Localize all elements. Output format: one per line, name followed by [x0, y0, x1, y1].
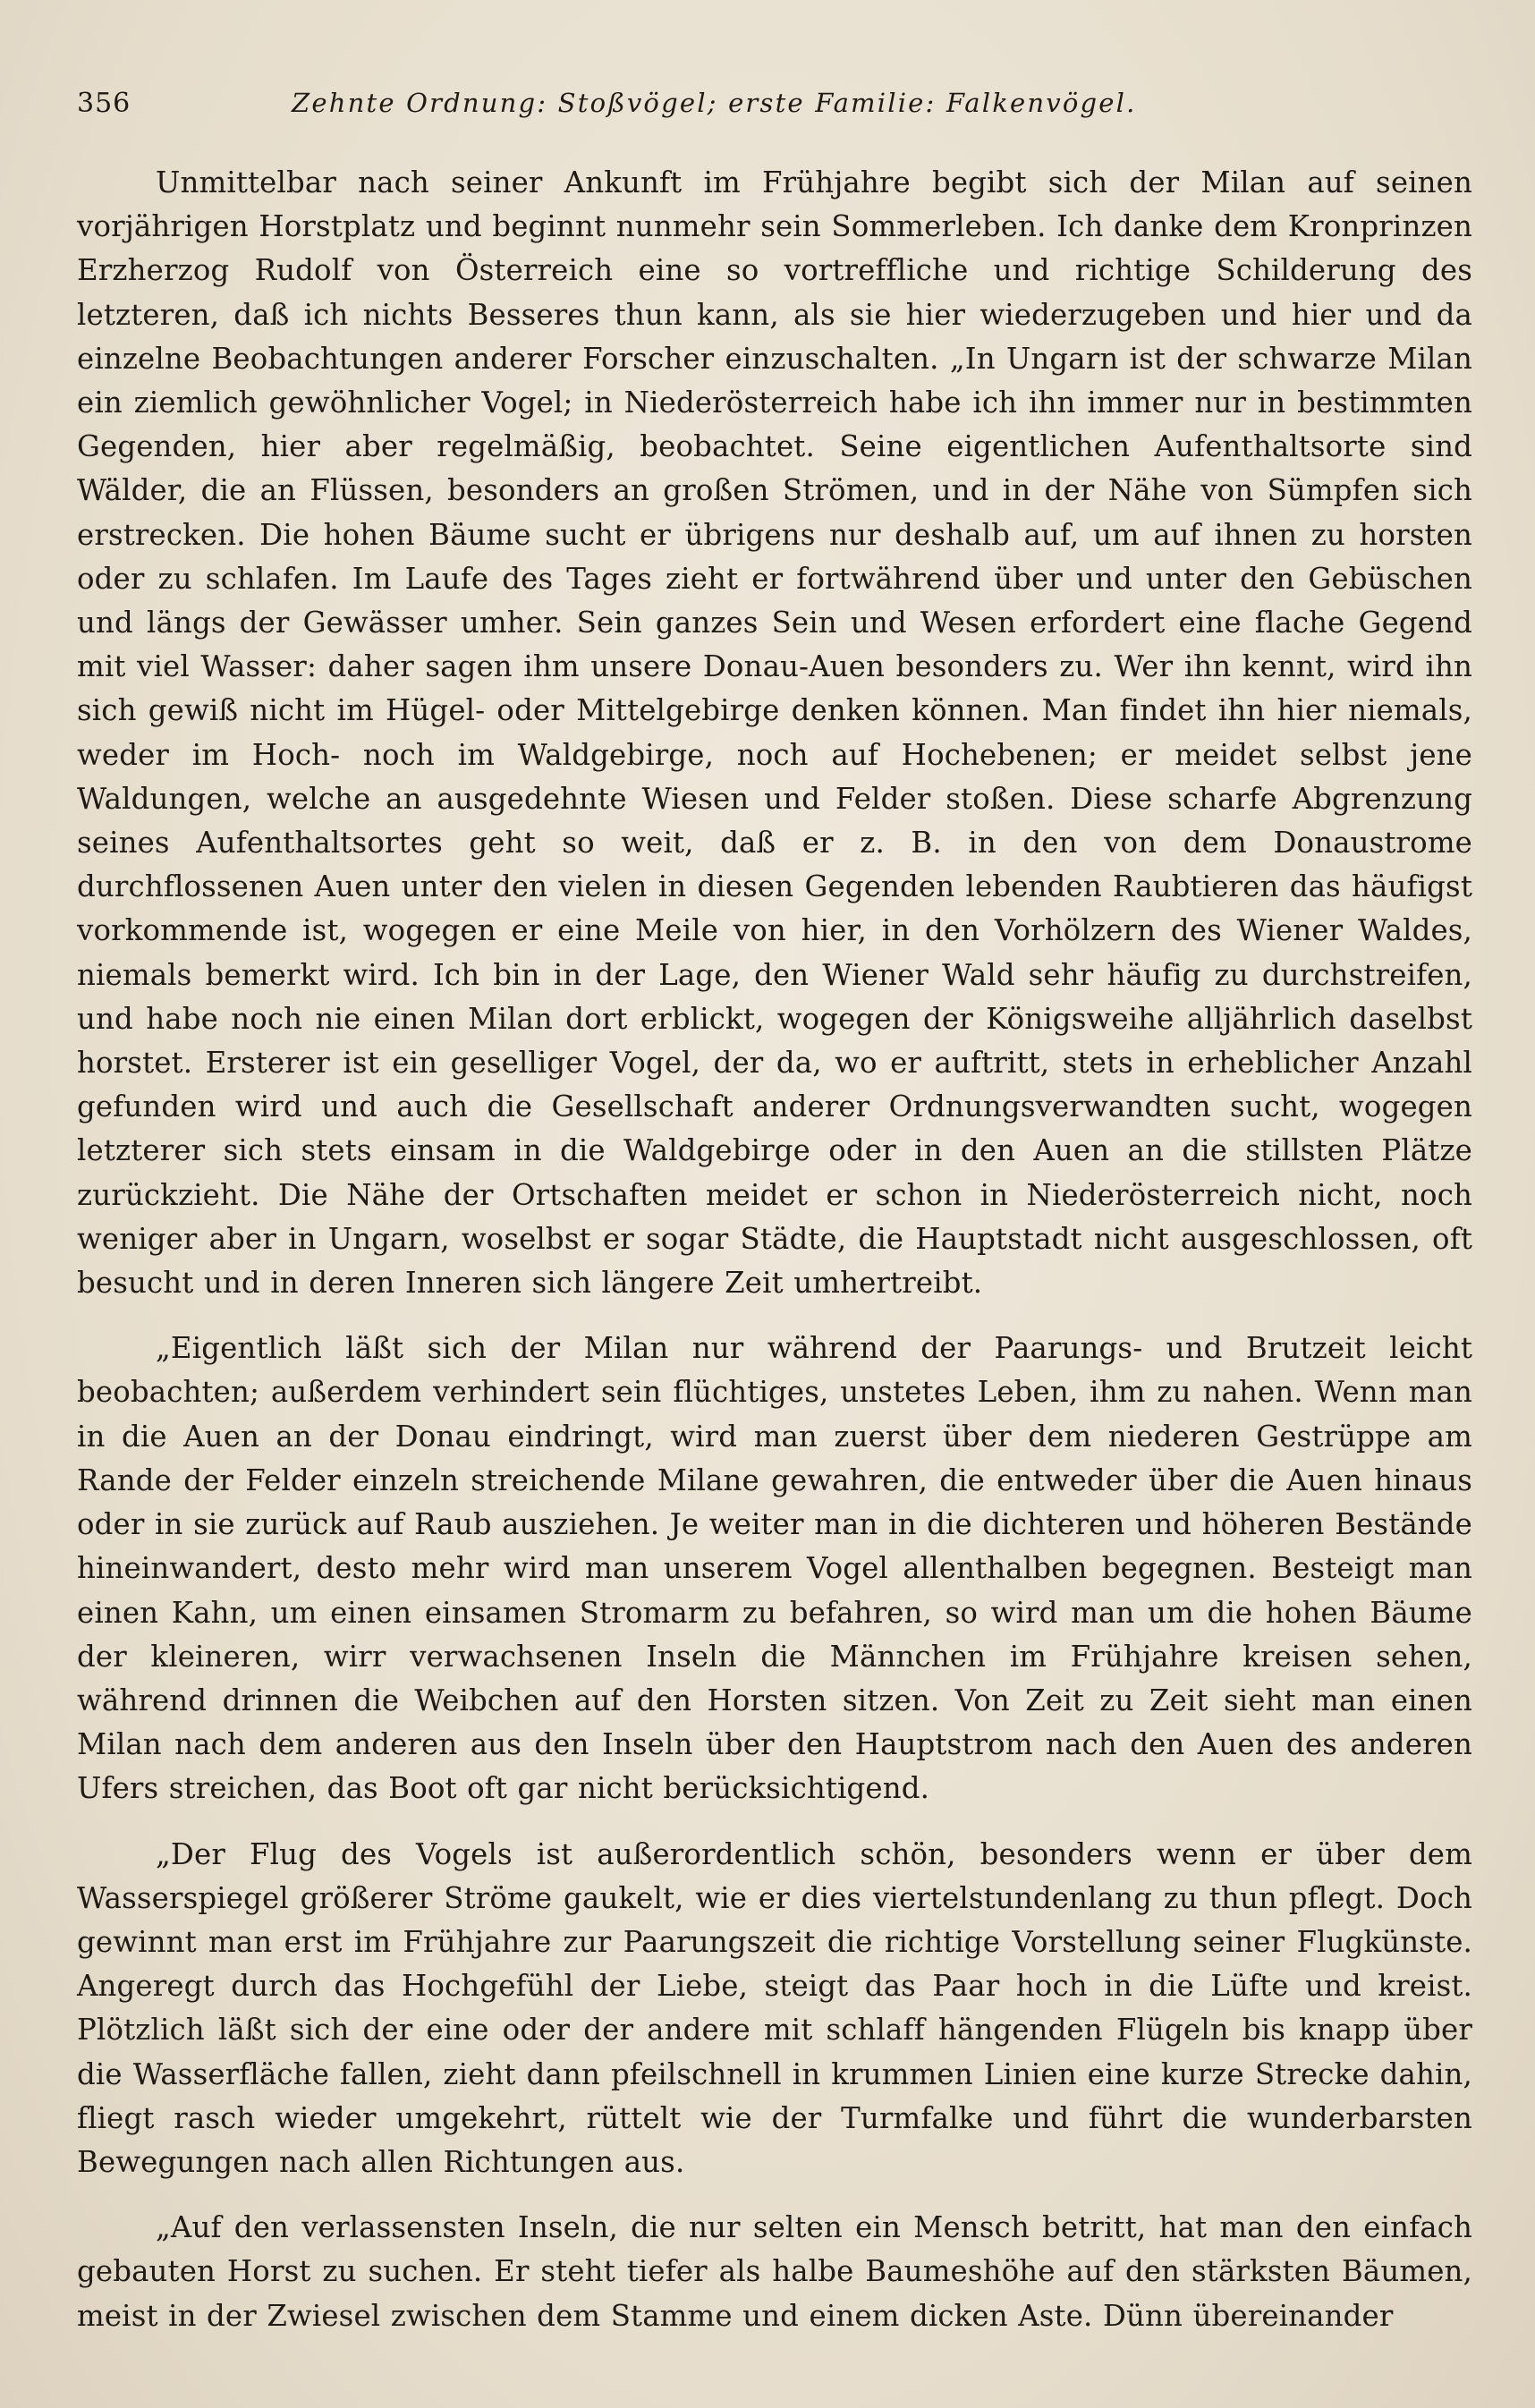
- paragraph: Unmittelbar nach seiner Ankunft im Frühjahre begibt sich der Milan auf seinen vorjährigen Horstplatz und beginnt nunmehr sein Sommerleben. Ich danke dem Kronprinzen Erzherzog Rudolf von Österreich eine so vortreffliche und richtige Schilderung des letzteren, daß ich nichts Besseres thun kann, als sie hier wiederzugeben und hier und da einzelne Beobachtungen anderer Forscher einzuschalten. „In Ungarn ist der schwarze Milan ein ziemlich gewöhnlicher Vogel; in Niederösterreich habe ich ihn immer nur in bestimmten Gegenden, hier aber regelmäßig, beobachtet. Seine eigentlichen Aufenthaltsorte sind Wälder, die an Flüssen, besonders an großen Strömen, und in der Nähe von Sümpfen sich erstrecken. Die hohen Bäume sucht er übrigens nur deshalb auf, um auf ihnen zu horsten oder zu schlafen. Im Laufe des Tages zieht er fortwährend über und unter den Gebüschen und längs der Gewässer umher. Sein ganzes Sein und Wesen erfordert eine flache Gegend mit viel Wasser: daher sagen ihm unsere Donau-Auen besonders zu. Wer ihn kennt, wird ihn sich gewiß nicht im Hügel- oder Mittelgebirge denken können. Man findet ihn hier niemals, weder im Hoch- noch im Waldgebirge, noch auf Hochebenen; er meidet selbst jene Waldungen, welche an ausgedehnte Wiesen und Felder stoßen. Diese scharfe Abgrenzung seines Aufenthaltsortes geht so weit, daß er z. B. in den von dem Donaustrome durchflossenen Auen unter den vielen in diesen Gegenden lebenden Raubtieren das häufigst vorkommende ist, wogegen er eine Meile von hier, in den Vorhölzern des Wiener Waldes, niemals bemerkt wird. Ich bin in der Lage, den Wiener Wald sehr häufig zu durchstreifen, und habe noch nie einen Milan dort erblickt, wogegen der Königsweihe alljährlich daselbst horstet. Ersterer ist ein geselliger Vogel, der da, wo er auftritt, stets in erheblicher Anzahl gefunden wird und auch die Gesellschaft anderer Ordnungsverwandten sucht, wogegen letzterer sich stets einsam in die Waldgebirge oder in den Auen an die stillsten Plätze zurückzieht. Die Nähe der Ortschaften meidet er schon in Niederösterreich nicht, noch weniger aber in Ungarn, woselbst er sogar Städte, die Hauptstadt nicht ausgeschlossen, oft besucht und in deren Inneren sich längere Zeit umhertreibt.: [77, 165, 1472, 1301]
- body-text: [77, 161, 1472, 2338]
- running-head: [77, 88, 1472, 131]
- paragraph: „Der Flug des Vogels ist außerordentlich schön, besonders wenn er über dem Wasserspiegel größerer Ströme gaukelt, wie er dies viertelstundenlang zu thun pflegt. Doch gewinnt man erst im Frühjahre zur Paarungszeit die richtige Vorstellung seiner Flugkünste. Angeregt durch das Hochgefühl der Liebe, steigt das Paar hoch in die Lüfte und kreist. Plötzlich läßt sich der eine oder der andere mit schlaff hängenden Flügeln bis knapp über die Wasserfläche fallen, zieht dann pfeilschnell in krummen Linien eine kurze Strecke dahin, fliegt rasch wieder umgekehrt, rüttelt wie der Turmfalke und führt die wunderbarsten Bewegungen nach allen Richtungen aus.: [77, 1836, 1472, 2179]
- page-number: 356: [77, 88, 131, 119]
- running-title: Zehnte Ordnung: Stoßvögel; erste Familie: Falkenvögel.: [292, 88, 1137, 118]
- paragraph: „Auf den verlassensten Inseln, die nur selten ein Mensch betritt, hat man den einfach gebauten Horst zu suchen. Er steht tiefer als halbe Baumeshöhe auf den stärksten Bäumen, meist in der Zwiesel zwischen dem Stamme und einem dicken Aste. Dünn übereinander: [77, 2210, 1472, 2333]
- paragraph: „Eigentlich läßt sich der Milan nur während der Paarungs- und Brutzeit leicht beobachten; außerdem verhindert sein flüchtiges, unstetes Leben, ihm zu nahen. Wenn man in die Auen an der Donau eindringt, wird man zuerst über dem niederen Gestrüppe am Rande der Felder einzeln streichende Milane gewahren, die entweder über die Auen hinaus oder in sie zurück auf Raub ausziehen. Je weiter man in die dichteren und höheren Bestände hineinwandert, desto mehr wird man unserem Vogel allenthalben begegnen. Besteigt man einen Kahn, um einen einsamen Stromarm zu befahren, so wird man um die hohen Bäume der kleineren, wirr verwachsenen Inseln die Männchen im Frühjahre kreisen sehen, während drinnen die Weibchen auf den Horsten sitzen. Von Zeit zu Zeit sieht man einen Milan nach dem anderen aus den Inseln über den Hauptstrom nach den Auen des anderen Ufers streichen, das Boot oft gar nicht berücksichtigend.: [77, 1331, 1472, 1806]
